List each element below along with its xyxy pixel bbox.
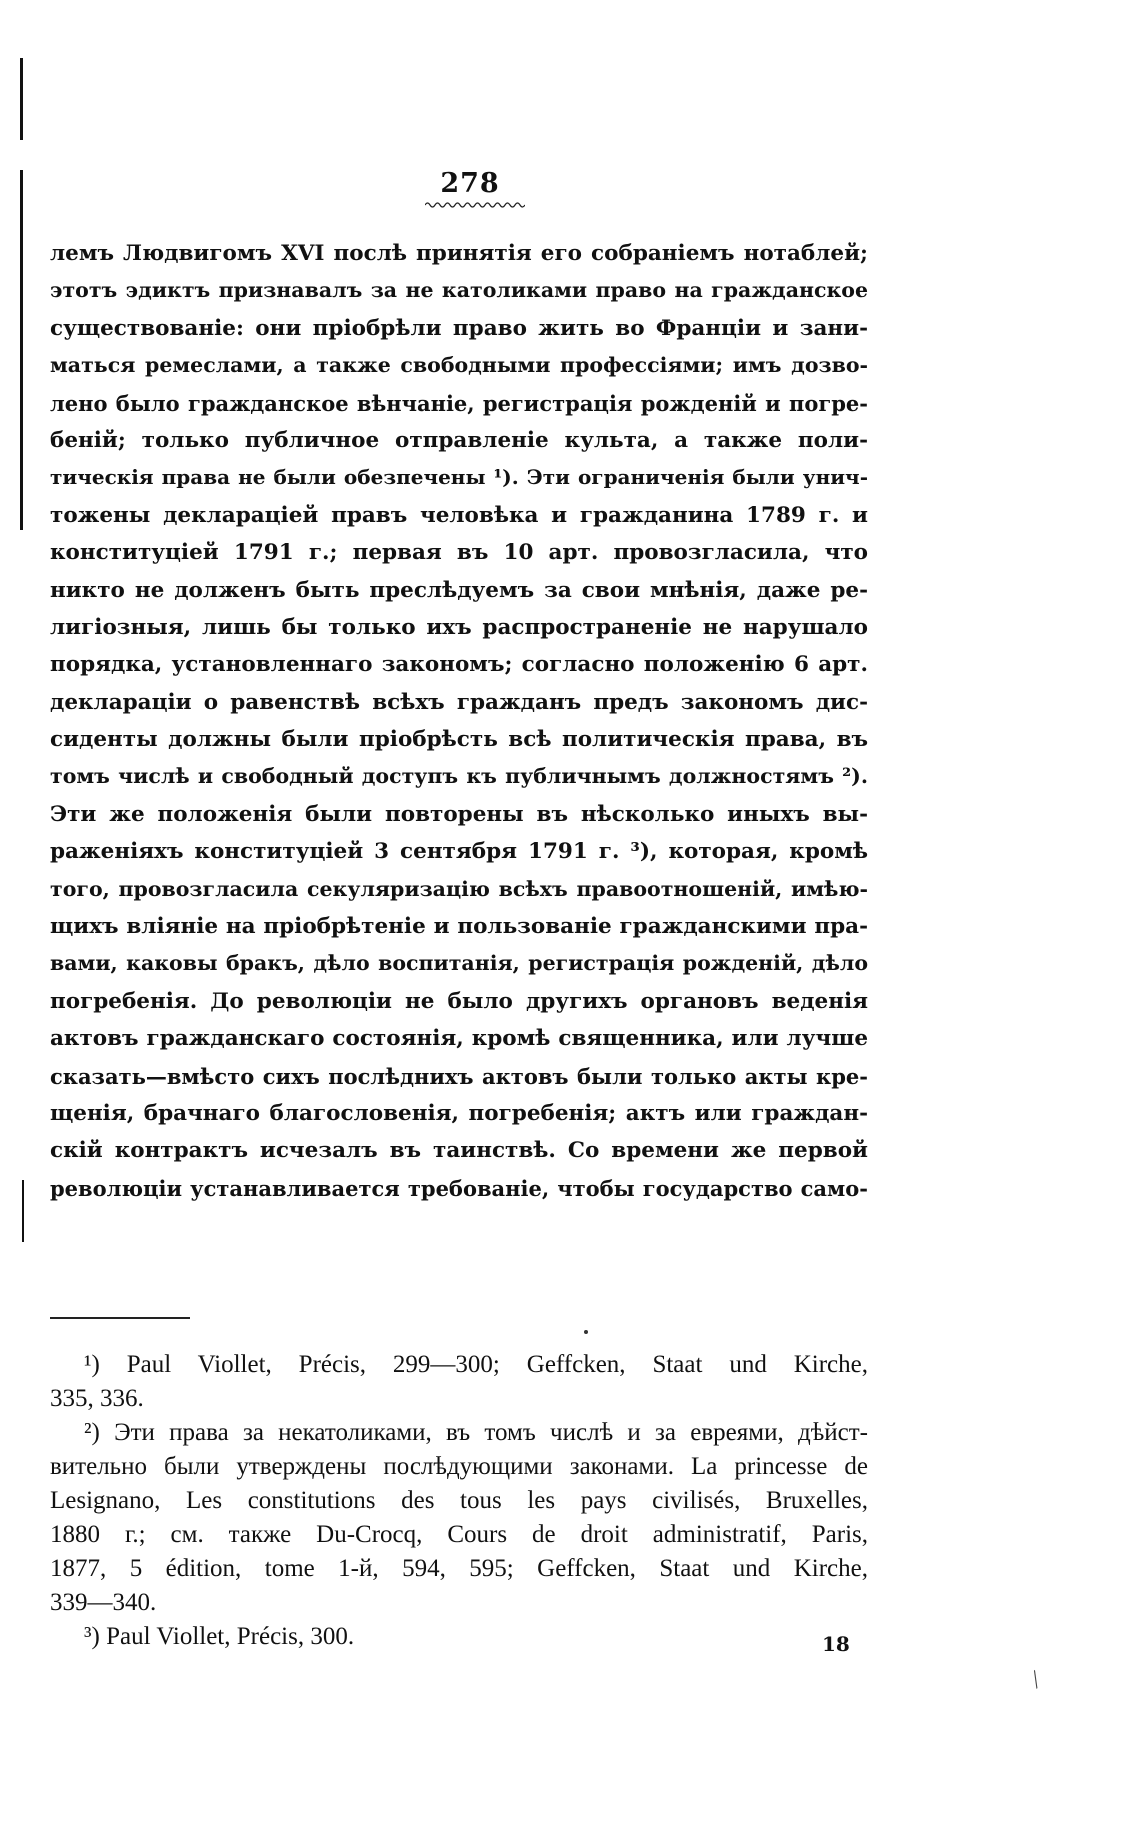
text-line: погребенія. До революціи не было другихъ органовъ веденія	[50, 988, 868, 1014]
footnote-line: 1877, 5 édition, tome 1-й, 594, 595; Geffcken, Staat und Kirche,	[50, 1555, 868, 1582]
text-line: лено было гражданское вѣнчаніе, регистрація рожденій и погре-	[50, 390, 868, 416]
text-line: беній; только публичное отправленіе культа, а также поли-	[50, 427, 868, 453]
footnote-line: 335, 336.	[50, 1385, 144, 1412]
ink-speck	[584, 1330, 588, 1334]
footnote-line: 339—340.	[50, 1589, 157, 1616]
binding-edge-mark	[20, 170, 23, 530]
text-line: актовъ гражданскаго состоянія, кромѣ священника, или лучше	[50, 1026, 868, 1052]
page-number: 278	[440, 168, 500, 199]
text-line: деклараціи о равенствѣ всѣхъ гражданъ предъ закономъ дис-	[50, 689, 868, 715]
text-line: существованіе: они пріобрѣли право жить во Франціи и зани-	[50, 315, 868, 341]
text-line: щихъ вліяніе на пріобрѣтеніе и пользованіе гражданскими пра-	[50, 914, 868, 940]
text-line: никто не долженъ быть преслѣдуемъ за свои мнѣнія, даже ре-	[50, 577, 868, 603]
footnote-line: ¹) Paul Viollet, Précis, 299—300; Geffcken, Staat und Kirche,	[84, 1351, 868, 1378]
text-line: лигіозныя, лишь бы только ихъ распространеніе не нарушало	[50, 614, 868, 640]
text-line: раженіяхъ конституціей 3 сентября 1791 г. ³), которая, кромѣ	[50, 839, 868, 865]
page-number-ornament	[425, 200, 525, 210]
footnote-line: Lesignano, Les constitutions des tous les pays civilisés, Bruxelles,	[50, 1487, 868, 1514]
text-line: этотъ эдиктъ признавалъ за не католиками право на гражданское	[50, 278, 868, 303]
text-line: сказать—вмѣсто сихъ послѣднихъ актовъ были только акты кре-	[50, 1063, 868, 1089]
pencil-mark: ╱	[1028, 1671, 1045, 1689]
footnote-line: ³) Paul Viollet, Précis, 300.	[84, 1623, 355, 1650]
binding-edge-mark	[20, 58, 23, 140]
text-line: конституціей 1791 г.; первая въ 10 арт. провозгласила, что	[50, 540, 868, 566]
text-line: скій контрактъ исчезалъ въ таинствѣ. Со времени же первой	[50, 1138, 868, 1164]
text-line: маться ремеслами, а также свободными профессіями; имъ дозво-	[50, 353, 868, 378]
text-line: тожены декларацiей правъ человѣка и гражданина 1789 г. и	[50, 502, 868, 528]
footnote-line: ²) Эти права за некатоликами, въ томъ числѣ и за евреями, дѣйст-	[84, 1419, 868, 1446]
text-line: вами, каковы бракъ, дѣло воспитанія, регистрація рожденій, дѣло	[50, 951, 868, 976]
signature-mark: 18	[822, 1632, 850, 1656]
text-line: того, провозгласила секуляризацію всѣхъ правоотношеній, имѣю-	[50, 876, 868, 901]
text-line: тическія права не были обезпечены ¹). Эти ограниченія были унич-	[50, 465, 868, 490]
text-line: революціи устанавливается требованіе, чтобы государство само-	[50, 1175, 868, 1201]
text-line: лемъ Людвигомъ XVI послѣ принятія его собраніемъ нотаблей;	[50, 241, 868, 266]
footnote-line: вительно были утверждены послѣдующими законами. La princesse de	[50, 1453, 868, 1480]
footnote-line: 1880 г.; см. также Du-Crocq, Cours de droit administratif, Paris,	[50, 1521, 868, 1548]
footnotes	[50, 1348, 868, 1654]
main-text	[50, 235, 868, 1207]
text-line: томъ числѣ и свободный доступъ къ публичнымъ должностямъ ²).	[50, 764, 868, 789]
text-line: щенія, брачнаго благословенія, погребенія; актъ или граждан-	[50, 1100, 868, 1126]
text-line: Эти же положенія были повторены въ нѣсколько иныхъ вы-	[50, 801, 868, 827]
footnote-separator	[50, 1317, 190, 1319]
text-line: сиденты должны были пріобрѣсть всѣ политическія права, въ	[50, 727, 868, 753]
text-line: порядка, установленнаго закономъ; согласно положенію 6 арт.	[50, 652, 868, 678]
binding-edge-mark	[22, 1180, 24, 1242]
